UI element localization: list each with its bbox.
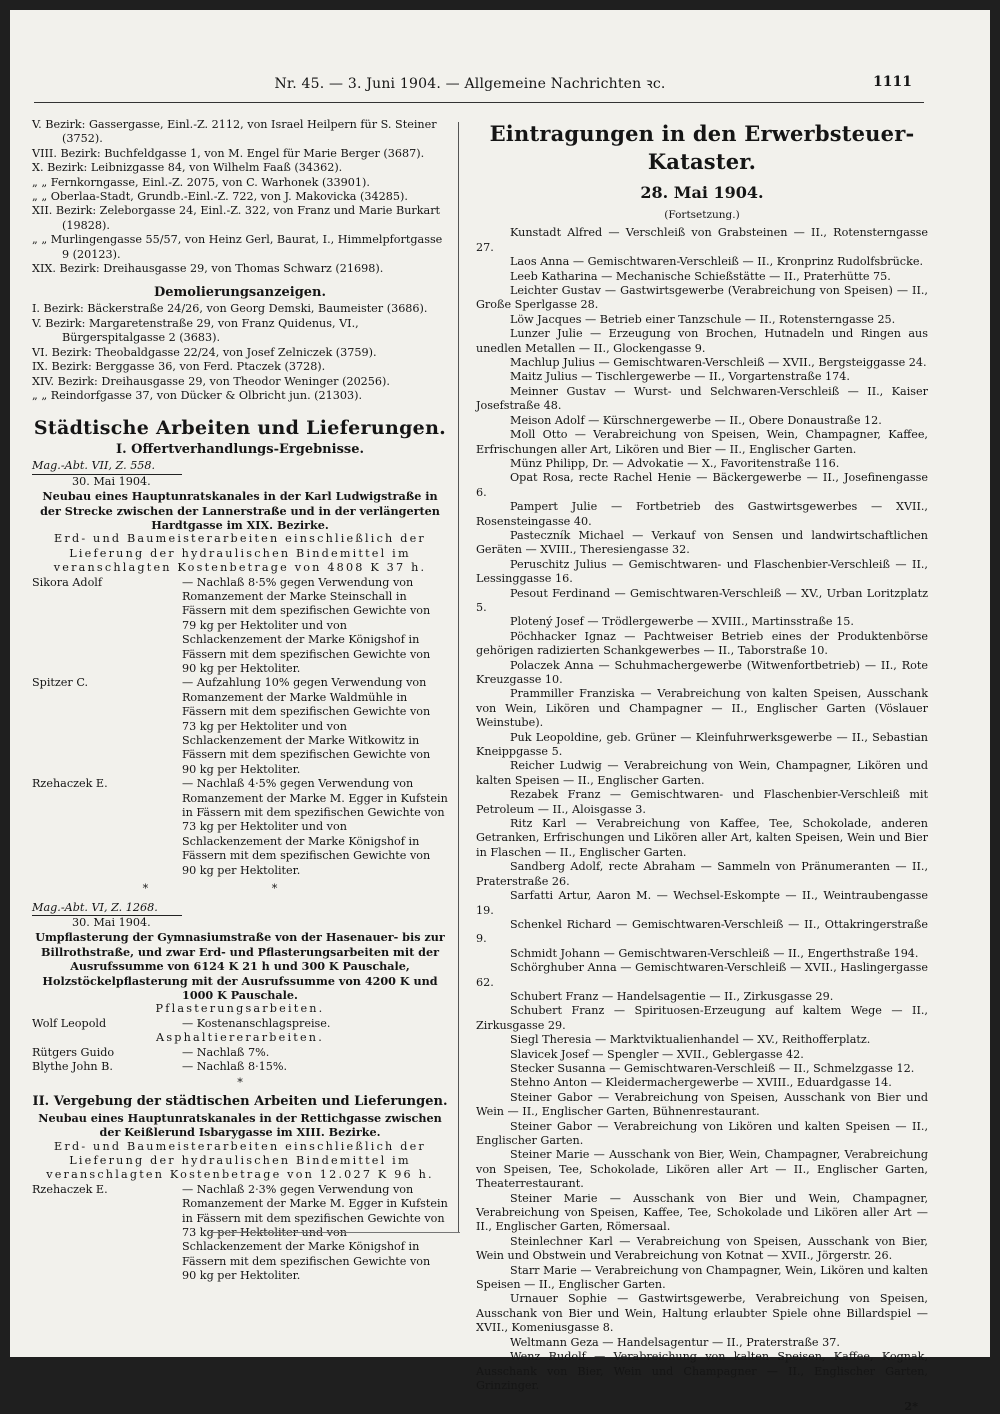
newspaper-page [10,10,990,1414]
bid-terms: — Kostenanschlagspreise. [182,1016,331,1030]
register-entry: Stecker Susanna — Gemischtwaren-Verschleiß — II., Schmelzgasse 12. [510,1061,915,1075]
register-entry: Schubert Franz — Handelsagentie — II., Zirkusgasse 29. [510,989,834,1003]
register-entry: Schubert Franz — Spirituosen-Erzeugung auf kaltem Wege — II., Zirkusgasse 29. [476,1004,928,1032]
bid-row [32,1046,448,1060]
register-entry: Reicher Ludwig — Verabreichung von Wein, Champagner, Likören und kalten Speisen — II., Englischer Garten. [476,759,928,787]
register-entry: Pampert Julie — Fortbetrieb des Gastwirtsgewerbes — XVII., Rosensteingasse 40. [476,500,928,528]
continued-note: (Fortsetzung.) [664,209,740,221]
register-entry: Machlup Julius — Gemischtwaren-Verschleiß — XVII., Bergsteiggasse 24. [510,356,927,370]
reference-number: Mag.-Abt. VII, Z. 558. [32,459,182,474]
bid-terms: — Nachlaß 8·15%. [182,1059,288,1073]
register-entry: Peruschitz Julius — Gemischtwaren- und Flaschenbier-Verschleiß — II., Lessinggasse 16. [476,557,928,586]
register-entry: Steiner Gabor — Verabreichung von Speisen, Ausschank von Bier und Wein — II., Englischer Garten, Bühnenrestaurant. [476,1090,928,1119]
register-entry: Sarfatti Artur, Aaron M. — Wechsel-Eskompte — II., Weintraubengasse 19. [476,889,928,917]
register-entry: Kunstadt Alfred — Verschleiß von Grabsteinen — II., Rotensterngasse 27. [476,226,928,254]
bid-row [32,1017,448,1031]
signature-mark: 2* [904,1399,918,1414]
bidder-name: Rzehaczek E. [32,1182,108,1196]
demolition-entry: I. Bezirk: Bäckerstraße 24/26, von Georg Demski, Baumeister (3686). [32,302,428,316]
register-date: 28. Mai 1904. [640,183,764,202]
entry-date: 30. Mai 1904. [72,915,151,929]
running-head [10,74,990,96]
register-entries [476,226,928,1393]
bidder-name: Rütgers Guido [32,1045,115,1059]
register-entry: Sandberg Adolf, recte Abraham — Sammeln von Pränumeranten — II., Praterstraße 26. [476,860,928,888]
issue-line: Nr. 45. — 3. Juni 1904. — Allgemeine Nachrichten ꝛc. [274,76,666,92]
register-entry: Meison Adolf — Kürschnergewerbe — II., Obere Donaustraße 12. [510,413,882,427]
register-entry: Weltmann Geza — Handelsagentur — II., Praterstraße 37. [510,1335,840,1349]
bidder-name: Spitzer C. [32,676,89,690]
bidder-name: Wolf Leopold [32,1016,107,1030]
register-entry: Rezabek Franz — Gemischtwaren- und Flaschenbier-Verschleiß mit Petroleum — II., Aloisgasse 3. [476,788,928,816]
register-title: Eintragungen in den Erwerbsteuer-Kataster. [489,121,915,174]
register-entry: Opat Rosa, recte Rachel Henie — Bäckergewerbe — II., Josefinengasse 6. [476,471,928,499]
demolition-heading: Demolierungsanzeigen. [153,285,327,301]
demolition-entry: XIV. Bezirk: Dreihausgasse 29, von Theodor Weninger (20256). [32,374,390,388]
project-title: Umpflasterung der Gymnasiumstraße von der Hasenauer- bis zur Billrothstraße, und zwar Erd- und Pflasterungsarbeiten mit der Ausrufssumme von 6124 K 21 h und 300 K Pauschale, Holzstöckelpflasterung mit der Ausrufssumme von 4200 K und 1000 K Pauschale. [35,930,445,1002]
building-entry: „ „ Oberlaa-Stadt, Grundb.-Einl.-Z. 722, von J. Makovicka (34285). [32,190,408,204]
bottom-rule [210,1232,460,1233]
left-column [32,118,448,1284]
register-entry: Steiner Marie — Ausschank von Bier, Wein, Champagner, Verabreichung von Speisen, Tee, Schokolade, Likören aller Art — II., Englischer Garten, Theaterrestaurant. [476,1148,928,1191]
page-number: 1111 [873,74,912,90]
bidder-name: Sikora Adolf [32,575,103,589]
register-entry: Puk Leopoldine, geb. Grüner — Kleinfuhrwerksgewerbe — II., Sebastian Kneippgasse 5. [476,730,928,759]
work-category: Asphaltiererarbeiten. [156,1031,324,1045]
register-entry: Urnauer Sophie — Gastwirtsgewerbe, Verabreichung von Speisen, Ausschank von Bier und Wein, Haltung erlaubter Spiele ohne Billardspiel — XVII., Komeniusgasse 8. [476,1292,928,1335]
register-entry: Siegl Theresia — Marktviktualienhandel — XV., Reithofferplatz. [510,1033,871,1047]
register-entry: Wenz Rudolf — Verabreichung von kalten Speisen, Kaffee, Kognak, Ausschank von Bier, Wein und Champagner — II., Englischer Garten, Grinzinger. [476,1350,928,1392]
register-entry: Laos Anna — Gemischtwaren-Verschleiß — II., Kronprinz Rudolfsbrücke. [510,255,924,269]
register-entry: Plotený Josef — Trödlergewerbe — XVIII., Martinsstraße 15. [510,615,854,629]
register-entry: Leichter Gustav — Gastwirtsgewerbe (Verabreichung von Speisen) — II., Große Sperlgasse 28. [476,284,928,312]
register-entry: Maitz Julius — Tischlergewerbe — II., Vorgartenstraße 174. [510,370,850,384]
register-entry: Schörghuber Anna — Gemischtwaren-Verschleiß — XVII., Haslingergasse 62. [476,961,928,989]
subsection-title: I. Offertverhandlungs-Ergebnisse. [115,442,365,458]
register-entry: Steiner Gabor — Verabreichung von Likören und kalten Speisen — II., Englischer Garten. [476,1119,928,1147]
bidder-name: Rzehaczek E. [32,777,108,791]
bid-terms: — Nachlaß 7%. [182,1045,270,1059]
project-title: Neubau eines Hauptunratskanales in der Rettichgasse zwischen der Keißlerund Isbarygasse im XIII. Bezirke. [38,1110,442,1140]
register-entry: Schenkel Richard — Gemischtwaren-Verschleiß — II., Ottakringerstraße 9. [476,917,928,946]
demolition-entry: „ „ Reindorfgasse 37, von Dücker & Olbricht jun. (21303). [32,388,363,402]
register-entry: Stehno Anton — Kleidermachergewerbe — XVIII., Eduardgasse 14. [510,1076,892,1090]
register-entry: Slavicek Josef — Spengler — XVII., Geblergasse 42. [510,1047,804,1061]
section-separator: * [237,1076,243,1090]
building-entry: X. Bezirk: Leibnizgasse 84, von Wilhelm Faaß (34362). [32,161,343,175]
building-entry: VIII. Bezirk: Buchfeldgasse 1, von M. Engel für Marie Berger (3687). [32,146,425,160]
section-title: Städtische Arbeiten und Lieferungen. [33,417,447,440]
register-entry: Steinlechner Karl — Verabreichung von Speisen, Ausschank von Bier, Wein und Obstwein und Verabreichung von Kotnat — XVII., Jörgerstr. 26. [476,1234,928,1263]
register-entry: Schmidt Johann — Gemischtwaren-Verschleiß — II., Engerthstraße 194. [510,946,919,960]
building-entry: „ „ Fernkorngasse, Einl.-Z. 2075, von C. Warhonek (33901). [32,175,370,189]
register-entry: Polaczek Anna — Schuhmachergewerbe (Witwenfortbetrieb) — II., Rote Kreuzgasse 10. [476,658,928,686]
register-entry: Pöchhacker Ignaz — Pachtweiser Betrieb eines der Produktenbörse gehörigen radizierten Schankgewerbes — II., Taborstraße 10. [476,629,928,658]
bid-row [32,576,448,677]
building-entry: „ „ Murlingengasse 55/57, von Heinz Gerl, Baurat, I., Himmelpfortgasse 9 (20123). [32,233,443,261]
work-category: Pflasterungsarbeiten. [155,1002,325,1016]
bid-terms: — Nachlaß 2·3% gegen Verwendung von Romanzement der Marke M. Egger in Kufstein in Fässern mit dem spezifischen Gewichte von 73 kg per Hektoliter und von Schlackenzement der Marke Königshof in Fässern mit dem spezifischen Gewichte von 90 kg per Hektoliter. [182,1182,448,1283]
register-entry: Meinner Gustav — Wurst- und Selchwaren-Verschleiß — II., Kaiser Josefstraße 48. [476,384,928,413]
bid-row [32,777,448,878]
register-entry: Münz Philipp, Dr. — Advokatie — X., Favoritenstraße 116. [510,456,840,470]
register-entry: Ritz Karl — Verabreichung von Kaffee, Tee, Schokolade, anderen Getranken, Erfrischungen und Likören aller Art, kalten Speisen, Wein und Bier in Flaschen — II., Englischer Garten. [476,817,928,859]
building-entry: XIX. Bezirk: Dreihausgasse 29, von Thomas Schwarz (21698). [32,262,384,276]
bid-row [32,1183,448,1284]
bid-terms: — Aufzahlung 10% gegen Verwendung von Romanzement der Marke Waldmühle in Fässern mit dem spezifischen Gewichte von 73 kg per Hektoliter und von Schlackenzement der Marke Witkowitz in Fässern mit dem spezifischen Gewichte von 90 kg per Hektoliter. [182,676,431,776]
bid-row [32,1060,448,1074]
register-entry: Pasteczník Michael — Verkauf von Sensen und landwirtschaftlichen Geräten — XVIII., Theresiengasse 32. [476,528,928,557]
register-entry: Löw Jacques — Betrieb einer Tanzschule — II., Rotensterngasse 25. [510,312,896,326]
bidder-name: Blythe John B. [32,1059,113,1073]
bid-row [32,676,448,777]
subsection-title: II. Vergebung der städtischen Arbeiten und Lieferungen. [32,1093,448,1109]
work-description: Erd- und Baumeisterarbeiten einschließlich der Lieferung der hydraulischen Bindemittel im veranschlagten Kostenbetrage von 4808 K 37 h. [53,532,427,575]
demolition-entry: VI. Bezirk: Theobaldgasse 22/24, von Josef Zelniczek (3759). [32,345,377,359]
entry-date: 30. Mai 1904. [72,474,151,488]
right-column [476,118,928,1414]
work-description: Erd- und Baumeisterarbeiten einschließlich der Lieferung der hydraulischen Bindemittel im veranschlagten Kostenbetrage von 12.027 K 96 h. [46,1139,434,1182]
project-title: Neubau eines Hauptunratskanales in der Karl Ludwigstraße in der Strecke zwischen der Lannerstraße und in der verlängerten Hardtgasse im XIX. Bezirke. [40,489,440,532]
bid-terms: — Nachlaß 4·5% gegen Verwendung von Romanzement der Marke M. Egger in Kufstein in Fässern mit dem spezifischen Gewichte von 73 kg per Hektoliter und von Schlackenzement der Marke Königshof in Fässern mit dem spezifischen Gewichte von 90 kg per Hektoliter. [182,777,448,877]
register-entry: Starr Marie — Verabreichung von Champagner, Wein, Likören und kalten Speisen — II., Englischer Garten. [476,1263,928,1292]
reference-number: Mag.-Abt. VI, Z. 1268. [32,901,182,916]
bid-terms: — Nachlaß 8·5% gegen Verwendung von Romanzement der Marke Steinschall in Fässern mit dem spezifischen Gewichte von 79 kg per Hektoliter und von Schlackenzement der Marke Königshof in Fässern mit dem spezifischen Gewichte von 90 kg per Hektoliter. [182,575,431,675]
building-entry: XII. Bezirk: Zeleborgasse 24, Einl.-Z. 322, von Franz und Marie Burkart (19828). [32,204,441,232]
register-entry: Moll Otto — Verabreichung von Speisen, Wein, Champagner, Kaffee, Erfrischungen aller Art, Likören und Bier — II., Englischer Garten. [476,428,928,456]
register-entry: Leeb Katharina — Mechanische Schießstätte — II., Praterhütte 75. [510,269,891,283]
demolition-entry: V. Bezirk: Margaretenstraße 29, von Franz Quidenus, VI., Bürgerspitalgasse 2 (3683). [32,316,359,345]
building-entry: V. Bezirk: Gassergasse, Einl.-Z. 2112, von Israel Heilpern für S. Steiner (3752). [32,118,437,146]
register-entry: Lunzer Julie — Erzeugung von Brochen, Hutnadeln und Ringen aus unedlen Metallen — II., Glockengasse 9. [476,327,928,355]
section-separator: * * [142,882,338,896]
header-rule [34,102,924,103]
register-entry: Steiner Marie — Ausschank von Bier und Wein, Champagner, Verabreichung von Speisen, Kaffee, Tee, Schokolade und Likören aller Art — II., Englischer Garten, Römersaal. [476,1191,928,1234]
register-entry: Prammiller Franziska — Verabreichung von kalten Speisen, Ausschank von Wein, Likören und Champagner — II., Englischer Garten (Vöslauer Weinstube). [476,687,928,730]
demolition-entry: IX. Bezirk: Berggasse 36, von Ferd. Ptaczek (3728). [32,360,326,374]
register-entry: Pesout Ferdinand — Gemischtwaren-Verschleiß — XV., Urban Loritzplatz 5. [476,586,928,614]
column-divider [458,122,459,1232]
